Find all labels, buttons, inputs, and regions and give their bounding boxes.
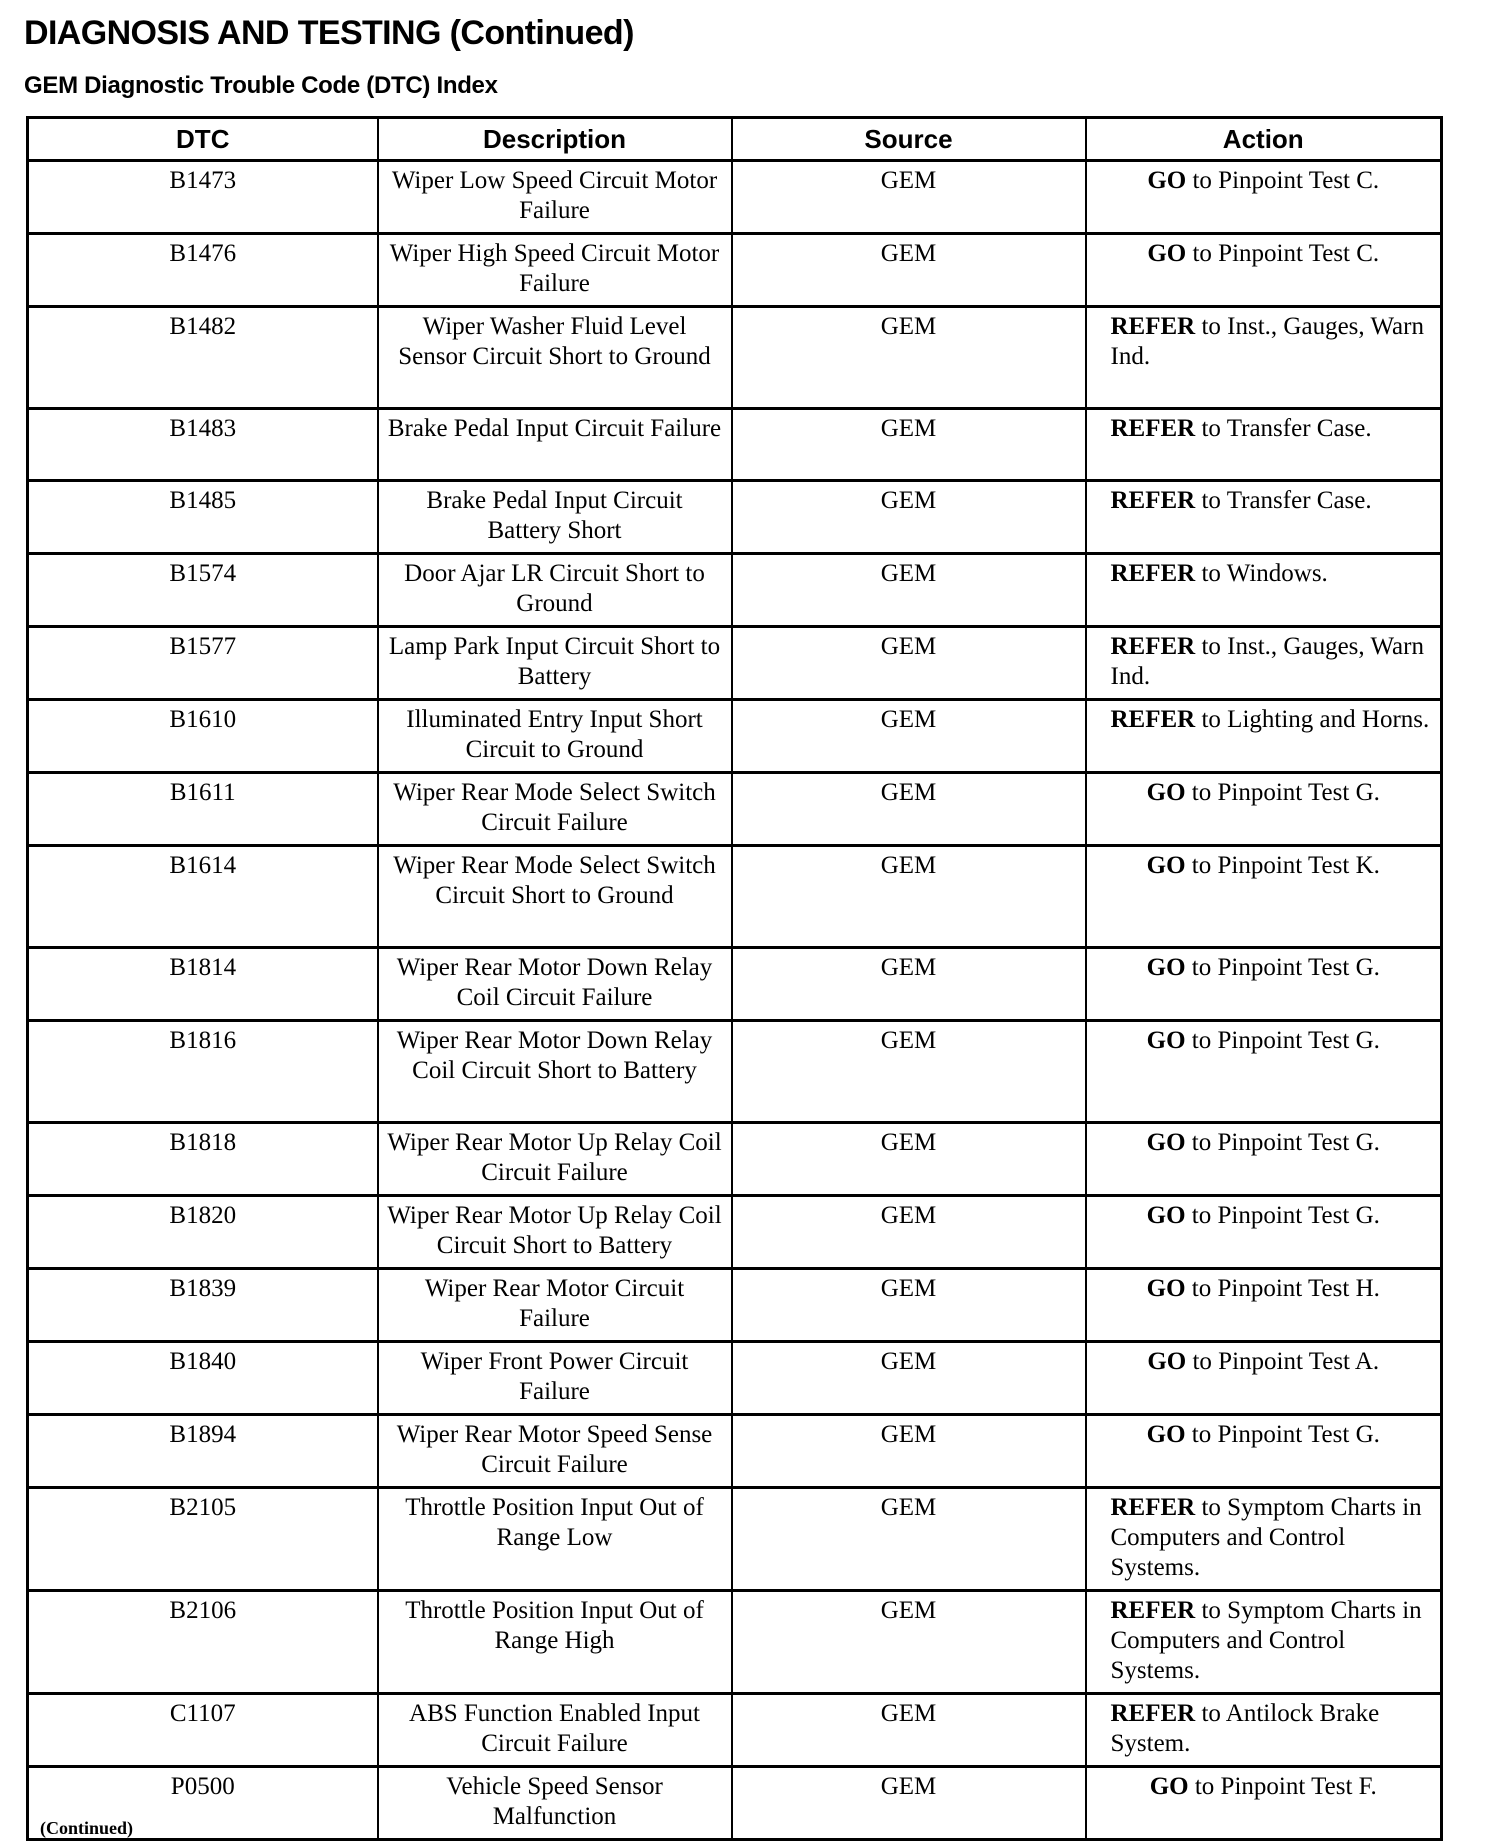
action-verb: GO: [1146, 1421, 1186, 1448]
dtc-code-cell: B1839: [28, 1269, 378, 1342]
source-cell: GEM: [732, 307, 1086, 409]
action-text: to Pinpoint Test F.: [1188, 1773, 1377, 1800]
action-text: to Pinpoint Test C.: [1186, 167, 1380, 194]
dtc-code-cell: P0500: [28, 1767, 378, 1840]
action-text: to Pinpoint Test A.: [1186, 1348, 1380, 1375]
dtc-code-cell: B1482: [28, 307, 378, 409]
table-row: [28, 161, 1442, 234]
action-cell: [1086, 1415, 1442, 1488]
action-text: to Lighting and Horns.: [1195, 706, 1430, 733]
table-header-row: [28, 118, 1442, 161]
table-row: [28, 773, 1442, 846]
action-text: to Pinpoint Test G.: [1185, 954, 1380, 981]
table-row: [28, 1196, 1442, 1269]
description-cell: Door Ajar LR Circuit Short to Ground: [378, 554, 732, 627]
description-cell: Vehicle Speed Sensor Malfunction: [378, 1767, 732, 1840]
action-text: to Transfer Case.: [1195, 415, 1372, 442]
header-action: Action: [1086, 118, 1442, 161]
action-cell: [1086, 1269, 1442, 1342]
table-row: [28, 307, 1442, 409]
dtc-code-cell: B1574: [28, 554, 378, 627]
description-cell: Wiper Rear Motor Up Relay Coil Circuit Short to Battery: [378, 1196, 732, 1269]
action-cell: [1086, 1342, 1442, 1415]
page-title: DIAGNOSIS AND TESTING (Continued): [24, 14, 634, 52]
source-cell: GEM: [732, 1767, 1086, 1840]
action-text: to Windows.: [1195, 560, 1328, 587]
action-text: to Transfer Case.: [1195, 487, 1372, 514]
action-text: to Inst., Gauges, Warn Ind.: [1110, 313, 1424, 370]
description-cell: Lamp Park Input Circuit Short to Battery: [378, 627, 732, 700]
action-text: to Pinpoint Test H.: [1185, 1275, 1380, 1302]
action-cell: [1086, 161, 1442, 234]
source-cell: GEM: [732, 409, 1086, 481]
action-cell: [1086, 1123, 1442, 1196]
table-row: [28, 1269, 1442, 1342]
action-verb: GO: [1147, 240, 1187, 267]
action-cell: [1086, 1694, 1442, 1767]
action-cell: [1086, 409, 1442, 481]
description-cell: Brake Pedal Input Circuit Battery Short: [378, 481, 732, 554]
action-verb: REFER: [1110, 1597, 1196, 1624]
description-cell: ABS Function Enabled Input Circuit Failure: [378, 1694, 732, 1767]
source-cell: GEM: [732, 700, 1086, 773]
action-verb: GO: [1146, 954, 1186, 981]
action-verb: GO: [1147, 167, 1187, 194]
action-cell: [1086, 1196, 1442, 1269]
source-cell: GEM: [732, 554, 1086, 627]
dtc-code-cell: B1840: [28, 1342, 378, 1415]
table-row: [28, 1694, 1442, 1767]
action-verb: REFER: [1110, 313, 1196, 340]
dtc-code-cell: B2106: [28, 1591, 378, 1694]
action-verb: REFER: [1110, 706, 1196, 733]
table-row: [28, 1415, 1442, 1488]
table-row: [28, 1342, 1442, 1415]
table-row: [28, 627, 1442, 700]
action-verb: REFER: [1110, 415, 1196, 442]
description-cell: Wiper Rear Motor Down Relay Coil Circuit Failure: [378, 948, 732, 1021]
action-verb: REFER: [1110, 1494, 1196, 1521]
table-row: [28, 1021, 1442, 1123]
dtc-code-cell: B2105: [28, 1488, 378, 1591]
description-cell: Wiper Rear Mode Select Switch Circuit Short to Ground: [378, 846, 732, 948]
header-dtc: DTC: [28, 118, 378, 161]
description-cell: Wiper Rear Motor Down Relay Coil Circuit Short to Battery: [378, 1021, 732, 1123]
table-subtitle: GEM Diagnostic Trouble Code (DTC) Index: [24, 72, 498, 99]
table-row: [28, 948, 1442, 1021]
table-row: [28, 1123, 1442, 1196]
action-cell: [1086, 554, 1442, 627]
dtc-code-cell: B1610: [28, 700, 378, 773]
action-cell: [1086, 1021, 1442, 1123]
source-cell: GEM: [732, 1591, 1086, 1694]
source-cell: GEM: [732, 627, 1086, 700]
table-row: [28, 1767, 1442, 1840]
action-cell: [1086, 307, 1442, 409]
source-cell: GEM: [732, 1342, 1086, 1415]
action-verb: GO: [1146, 1275, 1186, 1302]
table-row: [28, 481, 1442, 554]
table-row: [28, 554, 1442, 627]
source-cell: GEM: [732, 1415, 1086, 1488]
source-cell: GEM: [732, 1488, 1086, 1591]
action-verb: REFER: [1110, 487, 1196, 514]
source-cell: GEM: [732, 773, 1086, 846]
action-verb: GO: [1146, 1027, 1186, 1054]
action-verb: REFER: [1110, 633, 1196, 660]
table-row: [28, 409, 1442, 481]
action-text: to Pinpoint Test G.: [1185, 1129, 1380, 1156]
description-cell: Illuminated Entry Input Short Circuit to Ground: [378, 700, 732, 773]
action-verb: GO: [1146, 1129, 1186, 1156]
description-cell: Wiper Washer Fluid Level Sensor Circuit Short to Ground: [378, 307, 732, 409]
action-text: to Pinpoint Test G.: [1185, 1202, 1380, 1229]
dtc-code-cell: B1473: [28, 161, 378, 234]
action-text: to Pinpoint Test K.: [1185, 852, 1380, 879]
table-row: [28, 1591, 1442, 1694]
dtc-code-cell: B1577: [28, 627, 378, 700]
description-cell: Wiper Rear Mode Select Switch Circuit Failure: [378, 773, 732, 846]
dtc-code-cell: B1611: [28, 773, 378, 846]
table-row: [28, 846, 1442, 948]
dtc-code-cell: B1816: [28, 1021, 378, 1123]
action-cell: [1086, 1488, 1442, 1591]
source-cell: GEM: [732, 481, 1086, 554]
description-cell: Wiper Front Power Circuit Failure: [378, 1342, 732, 1415]
dtc-code-cell: B1614: [28, 846, 378, 948]
action-text: to Symptom Charts in Computers and Control Systems.: [1110, 1494, 1422, 1581]
header-description: Description: [378, 118, 732, 161]
action-verb: GO: [1146, 779, 1186, 806]
action-cell: [1086, 948, 1442, 1021]
table-row: [28, 234, 1442, 307]
dtc-code-cell: B1814: [28, 948, 378, 1021]
dtc-code-cell: B1485: [28, 481, 378, 554]
action-cell: [1086, 846, 1442, 948]
action-text: to Inst., Gauges, Warn Ind.: [1110, 633, 1424, 690]
source-cell: GEM: [732, 948, 1086, 1021]
action-verb: GO: [1147, 1348, 1187, 1375]
continued-footer: (Continued): [40, 1818, 134, 1838]
action-text: to Pinpoint Test G.: [1185, 779, 1380, 806]
table-row: [28, 1488, 1442, 1591]
header-source: Source: [732, 118, 1086, 161]
action-text: to Pinpoint Test C.: [1186, 240, 1380, 267]
source-cell: GEM: [732, 846, 1086, 948]
description-cell: Wiper High Speed Circuit Motor Failure: [378, 234, 732, 307]
source-cell: GEM: [732, 1694, 1086, 1767]
action-cell: [1086, 773, 1442, 846]
dtc-code-cell: B1894: [28, 1415, 378, 1488]
source-cell: GEM: [732, 1196, 1086, 1269]
action-text: to Symptom Charts in Computers and Control Systems.: [1110, 1597, 1422, 1684]
description-cell: Wiper Rear Motor Up Relay Coil Circuit Failure: [378, 1123, 732, 1196]
description-cell: Wiper Rear Motor Circuit Failure: [378, 1269, 732, 1342]
description-cell: Brake Pedal Input Circuit Failure: [378, 409, 732, 481]
action-cell: [1086, 1767, 1442, 1840]
dtc-code-cell: B1483: [28, 409, 378, 481]
dtc-code-cell: B1818: [28, 1123, 378, 1196]
description-cell: Wiper Rear Motor Speed Sense Circuit Failure: [378, 1415, 732, 1488]
action-cell: [1086, 700, 1442, 773]
dtc-code-cell: B1476: [28, 234, 378, 307]
dtc-index-table: [26, 116, 1443, 1841]
action-verb: GO: [1149, 1773, 1189, 1800]
action-text: to Pinpoint Test G.: [1185, 1421, 1380, 1448]
dtc-code-cell: C1107: [28, 1694, 378, 1767]
action-cell: [1086, 1591, 1442, 1694]
dtc-code-cell: B1820: [28, 1196, 378, 1269]
action-cell: [1086, 627, 1442, 700]
source-cell: GEM: [732, 1269, 1086, 1342]
source-cell: GEM: [732, 1021, 1086, 1123]
action-verb: REFER: [1110, 1700, 1196, 1727]
action-verb: REFER: [1110, 560, 1196, 587]
description-cell: Throttle Position Input Out of Range High: [378, 1591, 732, 1694]
action-verb: GO: [1146, 1202, 1186, 1229]
action-text: to Antilock Brake System.: [1110, 1700, 1380, 1757]
table-body: [28, 161, 1442, 1840]
source-cell: GEM: [732, 1123, 1086, 1196]
description-cell: Wiper Low Speed Circuit Motor Failure: [378, 161, 732, 234]
table-row: [28, 700, 1442, 773]
action-verb: GO: [1146, 852, 1186, 879]
action-text: to Pinpoint Test G.: [1185, 1027, 1380, 1054]
source-cell: GEM: [732, 161, 1086, 234]
source-cell: GEM: [732, 234, 1086, 307]
description-cell: Throttle Position Input Out of Range Low: [378, 1488, 732, 1591]
action-cell: [1086, 481, 1442, 554]
action-cell: [1086, 234, 1442, 307]
